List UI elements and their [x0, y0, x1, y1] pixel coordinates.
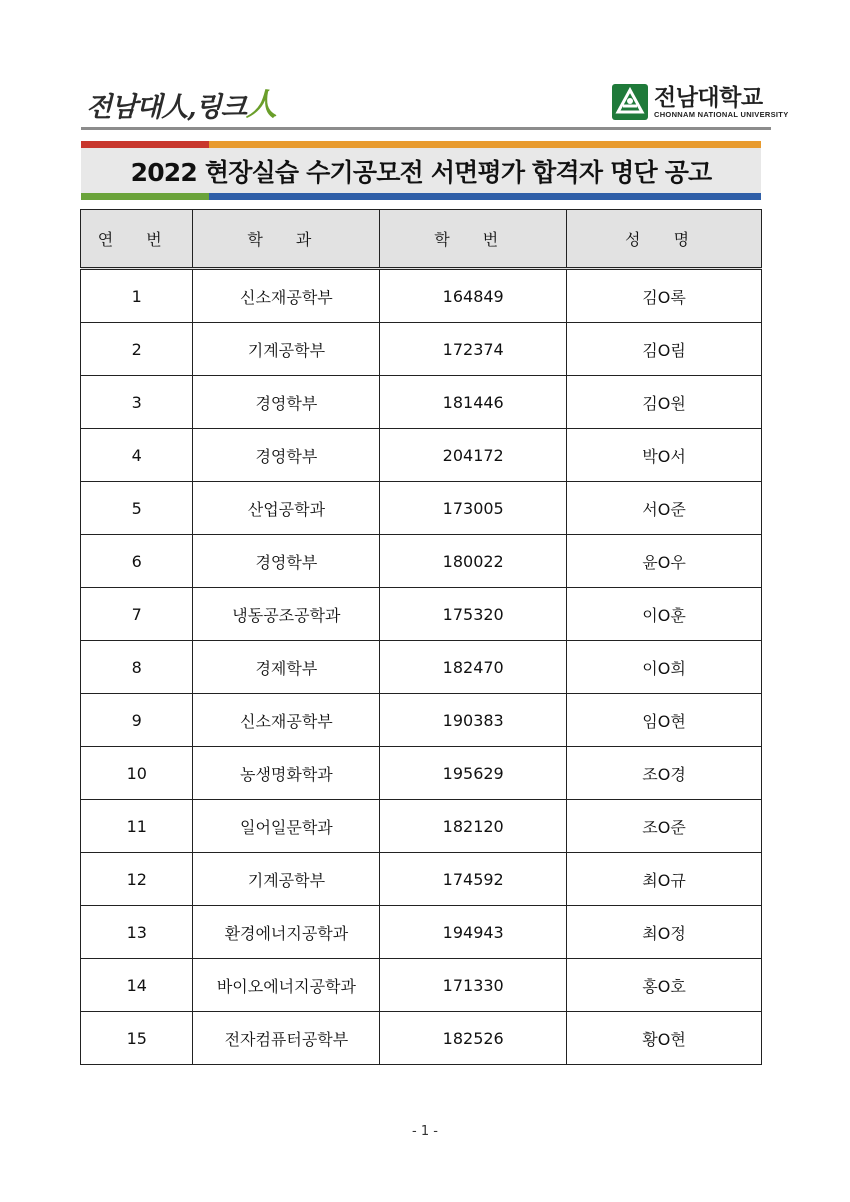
cell-student-id: 204172	[380, 429, 567, 482]
cell-department: 신소재공학부	[193, 694, 380, 747]
university-emblem-icon	[612, 84, 648, 120]
cell-serial-number: 13	[81, 906, 193, 959]
table-row	[81, 429, 762, 482]
cell-name: 조O경	[567, 747, 762, 800]
cell-student-id: 181446	[380, 376, 567, 429]
slogan	[86, 84, 276, 124]
cell-serial-number: 5	[81, 482, 193, 535]
cell-student-id: 164849	[380, 269, 567, 323]
header-department: 학 과	[193, 210, 380, 269]
header-serial-number: 연 번	[81, 210, 193, 269]
cell-serial-number: 6	[81, 535, 193, 588]
header-student-id: 학 번	[380, 210, 567, 269]
table-header-row	[81, 210, 762, 269]
cell-serial-number: 12	[81, 853, 193, 906]
cell-student-id: 182526	[380, 1012, 567, 1065]
cell-student-id: 180022	[380, 535, 567, 588]
table-row	[81, 1012, 762, 1065]
university-name-en: CHONNAM NATIONAL UNIVERSITY	[654, 109, 789, 119]
cell-student-id: 173005	[380, 482, 567, 535]
table-row	[81, 853, 762, 906]
cell-serial-number: 8	[81, 641, 193, 694]
cell-department: 경제학부	[193, 641, 380, 694]
header-name: 성 명	[567, 210, 762, 269]
cell-department: 산업공학과	[193, 482, 380, 535]
cell-department: 일어일문학과	[193, 800, 380, 853]
table-row	[81, 694, 762, 747]
cell-student-id: 194943	[380, 906, 567, 959]
cell-name: 윤O우	[567, 535, 762, 588]
cell-serial-number: 3	[81, 376, 193, 429]
slogan-text: 전남대人,링크	[86, 92, 246, 123]
cell-department: 경영학부	[193, 535, 380, 588]
header-divider	[81, 127, 771, 130]
slogan-accent: 人	[245, 87, 276, 123]
cell-student-id: 182470	[380, 641, 567, 694]
cell-name: 김O록	[567, 269, 762, 323]
cell-student-id: 172374	[380, 323, 567, 376]
cell-name: 김O원	[567, 376, 762, 429]
cell-name: 박O서	[567, 429, 762, 482]
page-number: - 1 -	[412, 1124, 438, 1139]
cell-name: 최O규	[567, 853, 762, 906]
cell-student-id: 195629	[380, 747, 567, 800]
cell-serial-number: 2	[81, 323, 193, 376]
cell-serial-number: 11	[81, 800, 193, 853]
table-row	[81, 376, 762, 429]
cell-student-id: 182120	[380, 800, 567, 853]
cell-student-id: 175320	[380, 588, 567, 641]
cell-student-id: 174592	[380, 853, 567, 906]
table-row	[81, 906, 762, 959]
table-row	[81, 323, 762, 376]
table-row	[81, 535, 762, 588]
cell-serial-number: 9	[81, 694, 193, 747]
table-row	[81, 747, 762, 800]
cell-department: 경영학부	[193, 429, 380, 482]
cell-name: 황O현	[567, 1012, 762, 1065]
cell-department: 경영학부	[193, 376, 380, 429]
cell-department: 냉동공조공학과	[193, 588, 380, 641]
title-band-bottom-stripe	[81, 193, 761, 200]
cell-serial-number: 10	[81, 747, 193, 800]
cell-department: 환경에너지공학과	[193, 906, 380, 959]
cell-serial-number: 4	[81, 429, 193, 482]
cell-department: 기계공학부	[193, 853, 380, 906]
cell-name: 이O훈	[567, 588, 762, 641]
cell-serial-number: 14	[81, 959, 193, 1012]
table-row	[81, 588, 762, 641]
title-band-top-stripe	[81, 141, 761, 148]
cell-serial-number: 7	[81, 588, 193, 641]
university-logo	[612, 82, 789, 122]
cell-department: 전자컴퓨터공학부	[193, 1012, 380, 1065]
table-body	[81, 269, 762, 1065]
cell-name: 임O현	[567, 694, 762, 747]
cell-department: 기계공학부	[193, 323, 380, 376]
table-row	[81, 959, 762, 1012]
cell-serial-number: 15	[81, 1012, 193, 1065]
table-row	[81, 269, 762, 323]
cell-name: 홍O호	[567, 959, 762, 1012]
cell-name: 조O준	[567, 800, 762, 853]
cell-department: 농생명화학과	[193, 747, 380, 800]
table-row	[81, 482, 762, 535]
table-row	[81, 641, 762, 694]
cell-serial-number: 1	[81, 269, 193, 323]
winners-table	[80, 209, 762, 1065]
cell-department: 바이오에너지공학과	[193, 959, 380, 1012]
cell-name: 최O정	[567, 906, 762, 959]
cell-student-id: 190383	[380, 694, 567, 747]
cell-student-id: 171330	[380, 959, 567, 1012]
university-name-ko: 전남대학교	[654, 84, 763, 111]
cell-name: 김O림	[567, 323, 762, 376]
page-title: 2022 현장실습 수기공모전 서면평가 합격자 명단 공고	[81, 148, 761, 193]
cell-name: 서O준	[567, 482, 762, 535]
cell-name: 이O희	[567, 641, 762, 694]
cell-department: 신소재공학부	[193, 269, 380, 323]
table-row	[81, 800, 762, 853]
